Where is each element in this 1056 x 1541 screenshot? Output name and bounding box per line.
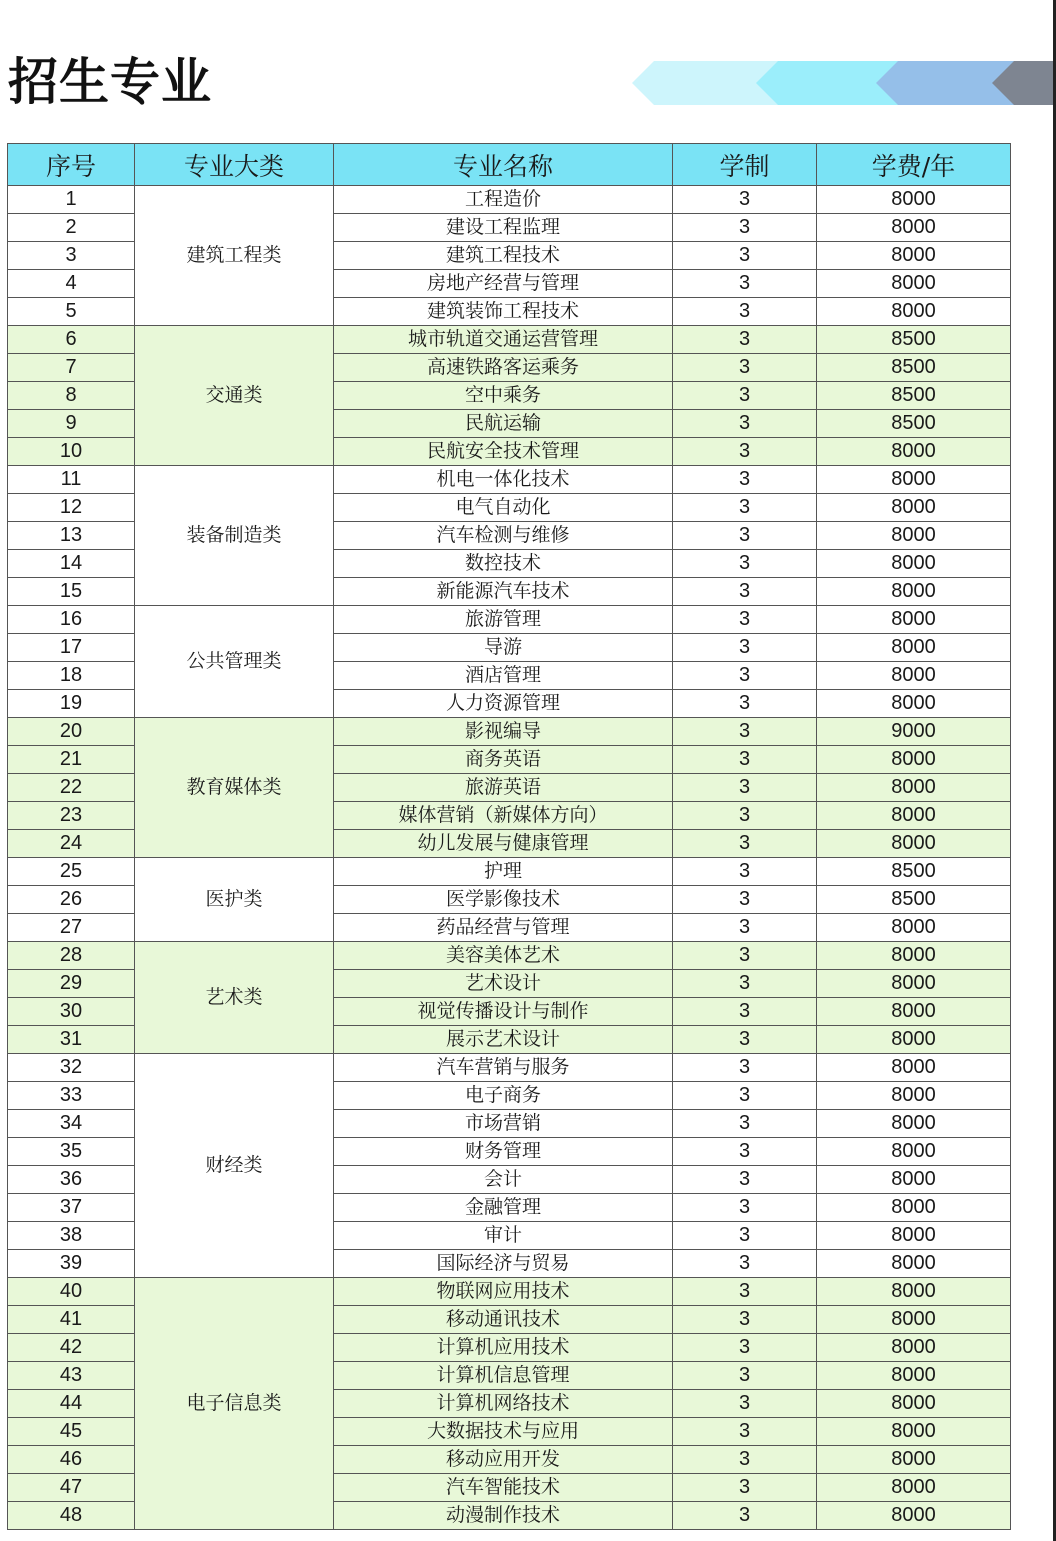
cell-no: 10 <box>8 438 135 466</box>
cell-major-name: 汽车智能技术 <box>334 1474 673 1502</box>
cell-no: 22 <box>8 774 135 802</box>
cell-years: 3 <box>673 746 817 774</box>
cell-major-name: 计算机网络技术 <box>334 1390 673 1418</box>
cell-major-name: 大数据技术与应用 <box>334 1418 673 1446</box>
cell-fee: 8000 <box>817 606 1011 634</box>
cell-years: 3 <box>673 1390 817 1418</box>
cell-major-name: 商务英语 <box>334 746 673 774</box>
cell-fee: 8000 <box>817 998 1011 1026</box>
cell-years: 3 <box>673 438 817 466</box>
cell-fee: 8000 <box>817 270 1011 298</box>
cell-no: 6 <box>8 326 135 354</box>
cell-years: 3 <box>673 1082 817 1110</box>
cell-years: 3 <box>673 830 817 858</box>
cell-major-name: 导游 <box>334 634 673 662</box>
cell-major-name: 动漫制作技术 <box>334 1502 673 1530</box>
cell-years: 3 <box>673 886 817 914</box>
cell-major-name: 会计 <box>334 1166 673 1194</box>
cell-major-name: 酒店管理 <box>334 662 673 690</box>
cell-years: 3 <box>673 1110 817 1138</box>
table-row <box>8 718 1011 746</box>
cell-category: 财经类 <box>135 1054 334 1278</box>
cell-years: 3 <box>673 1222 817 1250</box>
cell-no: 8 <box>8 382 135 410</box>
cell-no: 25 <box>8 858 135 886</box>
cell-years: 3 <box>673 858 817 886</box>
cell-category: 公共管理类 <box>135 606 334 718</box>
cell-no: 44 <box>8 1390 135 1418</box>
cell-major-name: 人力资源管理 <box>334 690 673 718</box>
cell-no: 26 <box>8 886 135 914</box>
chevron-arrows-decoration <box>632 61 1056 105</box>
cell-years: 3 <box>673 214 817 242</box>
cell-category: 医护类 <box>135 858 334 942</box>
table-row <box>8 858 1011 886</box>
cell-fee: 8000 <box>817 1222 1011 1250</box>
cell-years: 3 <box>673 914 817 942</box>
cell-fee: 8500 <box>817 886 1011 914</box>
cell-years: 3 <box>673 382 817 410</box>
cell-major-name: 建设工程监理 <box>334 214 673 242</box>
cell-fee: 8000 <box>817 438 1011 466</box>
cell-no: 5 <box>8 298 135 326</box>
cell-major-name: 市场营销 <box>334 1110 673 1138</box>
cell-fee: 8000 <box>817 1474 1011 1502</box>
cell-major-name: 美容美体艺术 <box>334 942 673 970</box>
cell-fee: 8000 <box>817 1306 1011 1334</box>
cell-major-name: 移动应用开发 <box>334 1446 673 1474</box>
cell-years: 3 <box>673 998 817 1026</box>
cell-years: 3 <box>673 774 817 802</box>
cell-major-name: 护理 <box>334 858 673 886</box>
cell-years: 3 <box>673 690 817 718</box>
cell-fee: 8000 <box>817 1026 1011 1054</box>
cell-fee: 8000 <box>817 1390 1011 1418</box>
cell-years: 3 <box>673 1054 817 1082</box>
table-body <box>8 186 1011 1530</box>
cell-years: 3 <box>673 1502 817 1530</box>
cell-fee: 8000 <box>817 1054 1011 1082</box>
cell-years: 3 <box>673 466 817 494</box>
cell-fee: 8000 <box>817 242 1011 270</box>
cell-major-name: 计算机应用技术 <box>334 1334 673 1362</box>
cell-major-name: 计算机信息管理 <box>334 1362 673 1390</box>
cell-no: 34 <box>8 1110 135 1138</box>
cell-years: 3 <box>673 578 817 606</box>
cell-fee: 8000 <box>817 1194 1011 1222</box>
cell-years: 3 <box>673 1278 817 1306</box>
cell-years: 3 <box>673 242 817 270</box>
cell-fee: 9000 <box>817 718 1011 746</box>
cell-years: 3 <box>673 1026 817 1054</box>
cell-fee: 8000 <box>817 1250 1011 1278</box>
col-header-major-name: 专业名称 <box>334 144 673 186</box>
cell-no: 39 <box>8 1250 135 1278</box>
cell-major-name: 城市轨道交通运营管理 <box>334 326 673 354</box>
cell-years: 3 <box>673 326 817 354</box>
cell-category: 交通类 <box>135 326 334 466</box>
cell-no: 17 <box>8 634 135 662</box>
cell-major-name: 民航安全技术管理 <box>334 438 673 466</box>
cell-fee: 8000 <box>817 1278 1011 1306</box>
cell-major-name: 展示艺术设计 <box>334 1026 673 1054</box>
cell-fee: 8000 <box>817 1334 1011 1362</box>
cell-no: 19 <box>8 690 135 718</box>
cell-category: 电子信息类 <box>135 1278 334 1530</box>
page-title: 招生专业 <box>8 53 212 111</box>
cell-fee: 8000 <box>817 774 1011 802</box>
cell-fee: 8000 <box>817 634 1011 662</box>
cell-major-name: 空中乘务 <box>334 382 673 410</box>
cell-major-name: 新能源汽车技术 <box>334 578 673 606</box>
cell-major-name: 高速铁路客运乘务 <box>334 354 673 382</box>
cell-no: 9 <box>8 410 135 438</box>
cell-major-name: 媒体营销（新媒体方向） <box>334 802 673 830</box>
cell-no: 42 <box>8 1334 135 1362</box>
cell-fee: 8000 <box>817 1362 1011 1390</box>
majors-table <box>7 143 1011 1530</box>
cell-years: 3 <box>673 942 817 970</box>
cell-no: 27 <box>8 914 135 942</box>
cell-fee: 8000 <box>817 690 1011 718</box>
cell-years: 3 <box>673 1250 817 1278</box>
cell-major-name: 移动通讯技术 <box>334 1306 673 1334</box>
cell-fee: 8000 <box>817 1166 1011 1194</box>
cell-no: 45 <box>8 1418 135 1446</box>
cell-fee: 8500 <box>817 354 1011 382</box>
cell-no: 41 <box>8 1306 135 1334</box>
cell-major-name: 机电一体化技术 <box>334 466 673 494</box>
cell-fee: 8500 <box>817 326 1011 354</box>
cell-years: 3 <box>673 718 817 746</box>
cell-no: 3 <box>8 242 135 270</box>
table-row <box>8 606 1011 634</box>
cell-fee: 8000 <box>817 830 1011 858</box>
cell-fee: 8000 <box>817 550 1011 578</box>
cell-major-name: 影视编导 <box>334 718 673 746</box>
cell-years: 3 <box>673 186 817 214</box>
cell-no: 47 <box>8 1474 135 1502</box>
cell-fee: 8000 <box>817 466 1011 494</box>
cell-no: 20 <box>8 718 135 746</box>
cell-major-name: 审计 <box>334 1222 673 1250</box>
cell-fee: 8000 <box>817 970 1011 998</box>
cell-years: 3 <box>673 410 817 438</box>
cell-fee: 8000 <box>817 802 1011 830</box>
cell-fee: 8000 <box>817 214 1011 242</box>
cell-no: 43 <box>8 1362 135 1390</box>
cell-major-name: 金融管理 <box>334 1194 673 1222</box>
cell-years: 3 <box>673 298 817 326</box>
cell-fee: 8000 <box>817 578 1011 606</box>
cell-major-name: 财务管理 <box>334 1138 673 1166</box>
cell-years: 3 <box>673 1418 817 1446</box>
cell-no: 16 <box>8 606 135 634</box>
cell-years: 3 <box>673 270 817 298</box>
cell-fee: 8500 <box>817 410 1011 438</box>
cell-no: 11 <box>8 466 135 494</box>
cell-fee: 8000 <box>817 298 1011 326</box>
cell-no: 30 <box>8 998 135 1026</box>
cell-no: 24 <box>8 830 135 858</box>
cell-no: 38 <box>8 1222 135 1250</box>
cell-major-name: 建筑工程技术 <box>334 242 673 270</box>
cell-no: 28 <box>8 942 135 970</box>
cell-years: 3 <box>673 1306 817 1334</box>
cell-no: 1 <box>8 186 135 214</box>
col-header-category: 专业大类 <box>135 144 334 186</box>
cell-major-name: 民航运输 <box>334 410 673 438</box>
cell-fee: 8500 <box>817 858 1011 886</box>
cell-no: 36 <box>8 1166 135 1194</box>
table-row <box>8 942 1011 970</box>
cell-major-name: 汽车营销与服务 <box>334 1054 673 1082</box>
cell-fee: 8000 <box>817 522 1011 550</box>
cell-years: 3 <box>673 1334 817 1362</box>
table-row <box>8 186 1011 214</box>
table-header-row <box>8 144 1011 186</box>
cell-no: 13 <box>8 522 135 550</box>
cell-no: 37 <box>8 1194 135 1222</box>
cell-major-name: 数控技术 <box>334 550 673 578</box>
table-row <box>8 326 1011 354</box>
cell-fee: 8000 <box>817 662 1011 690</box>
cell-no: 48 <box>8 1502 135 1530</box>
cell-major-name: 药品经营与管理 <box>334 914 673 942</box>
table-row <box>8 1278 1011 1306</box>
cell-years: 3 <box>673 494 817 522</box>
table-row <box>8 1054 1011 1082</box>
cell-no: 35 <box>8 1138 135 1166</box>
cell-fee: 8000 <box>817 1138 1011 1166</box>
cell-no: 46 <box>8 1446 135 1474</box>
cell-fee: 8000 <box>817 1446 1011 1474</box>
cell-years: 3 <box>673 1138 817 1166</box>
cell-years: 3 <box>673 354 817 382</box>
cell-years: 3 <box>673 970 817 998</box>
cell-fee: 8000 <box>817 186 1011 214</box>
cell-fee: 8000 <box>817 1502 1011 1530</box>
cell-fee: 8000 <box>817 1082 1011 1110</box>
table-row <box>8 466 1011 494</box>
cell-fee: 8000 <box>817 914 1011 942</box>
cell-category: 艺术类 <box>135 942 334 1054</box>
cell-category: 建筑工程类 <box>135 186 334 326</box>
cell-major-name: 旅游管理 <box>334 606 673 634</box>
cell-years: 3 <box>673 1446 817 1474</box>
cell-no: 18 <box>8 662 135 690</box>
cell-years: 3 <box>673 1474 817 1502</box>
cell-years: 3 <box>673 802 817 830</box>
cell-years: 3 <box>673 606 817 634</box>
cell-category: 教育媒体类 <box>135 718 334 858</box>
cell-no: 4 <box>8 270 135 298</box>
cell-no: 7 <box>8 354 135 382</box>
cell-no: 40 <box>8 1278 135 1306</box>
cell-major-name: 旅游英语 <box>334 774 673 802</box>
cell-no: 32 <box>8 1054 135 1082</box>
cell-major-name: 国际经济与贸易 <box>334 1250 673 1278</box>
cell-major-name: 电气自动化 <box>334 494 673 522</box>
col-header-years: 学制 <box>673 144 817 186</box>
cell-major-name: 幼儿发展与健康管理 <box>334 830 673 858</box>
cell-years: 3 <box>673 522 817 550</box>
cell-fee: 8500 <box>817 382 1011 410</box>
cell-major-name: 建筑装饰工程技术 <box>334 298 673 326</box>
cell-years: 3 <box>673 634 817 662</box>
cell-category: 装备制造类 <box>135 466 334 606</box>
cell-fee: 8000 <box>817 942 1011 970</box>
cell-major-name: 工程造价 <box>334 186 673 214</box>
cell-no: 21 <box>8 746 135 774</box>
cell-no: 15 <box>8 578 135 606</box>
cell-no: 23 <box>8 802 135 830</box>
cell-major-name: 电子商务 <box>334 1082 673 1110</box>
cell-no: 33 <box>8 1082 135 1110</box>
cell-fee: 8000 <box>817 1110 1011 1138</box>
col-header-no: 序号 <box>8 144 135 186</box>
cell-no: 31 <box>8 1026 135 1054</box>
cell-no: 2 <box>8 214 135 242</box>
cell-years: 3 <box>673 1194 817 1222</box>
cell-major-name: 艺术设计 <box>334 970 673 998</box>
cell-no: 29 <box>8 970 135 998</box>
cell-years: 3 <box>673 1166 817 1194</box>
cell-major-name: 物联网应用技术 <box>334 1278 673 1306</box>
cell-major-name: 医学影像技术 <box>334 886 673 914</box>
cell-fee: 8000 <box>817 746 1011 774</box>
cell-fee: 8000 <box>817 1418 1011 1446</box>
cell-fee: 8000 <box>817 494 1011 522</box>
cell-major-name: 汽车检测与维修 <box>334 522 673 550</box>
cell-no: 12 <box>8 494 135 522</box>
col-header-fee: 学费/年 <box>817 144 1011 186</box>
cell-years: 3 <box>673 550 817 578</box>
cell-no: 14 <box>8 550 135 578</box>
cell-years: 3 <box>673 1362 817 1390</box>
cell-years: 3 <box>673 662 817 690</box>
cell-major-name: 房地产经营与管理 <box>334 270 673 298</box>
cell-major-name: 视觉传播设计与制作 <box>334 998 673 1026</box>
